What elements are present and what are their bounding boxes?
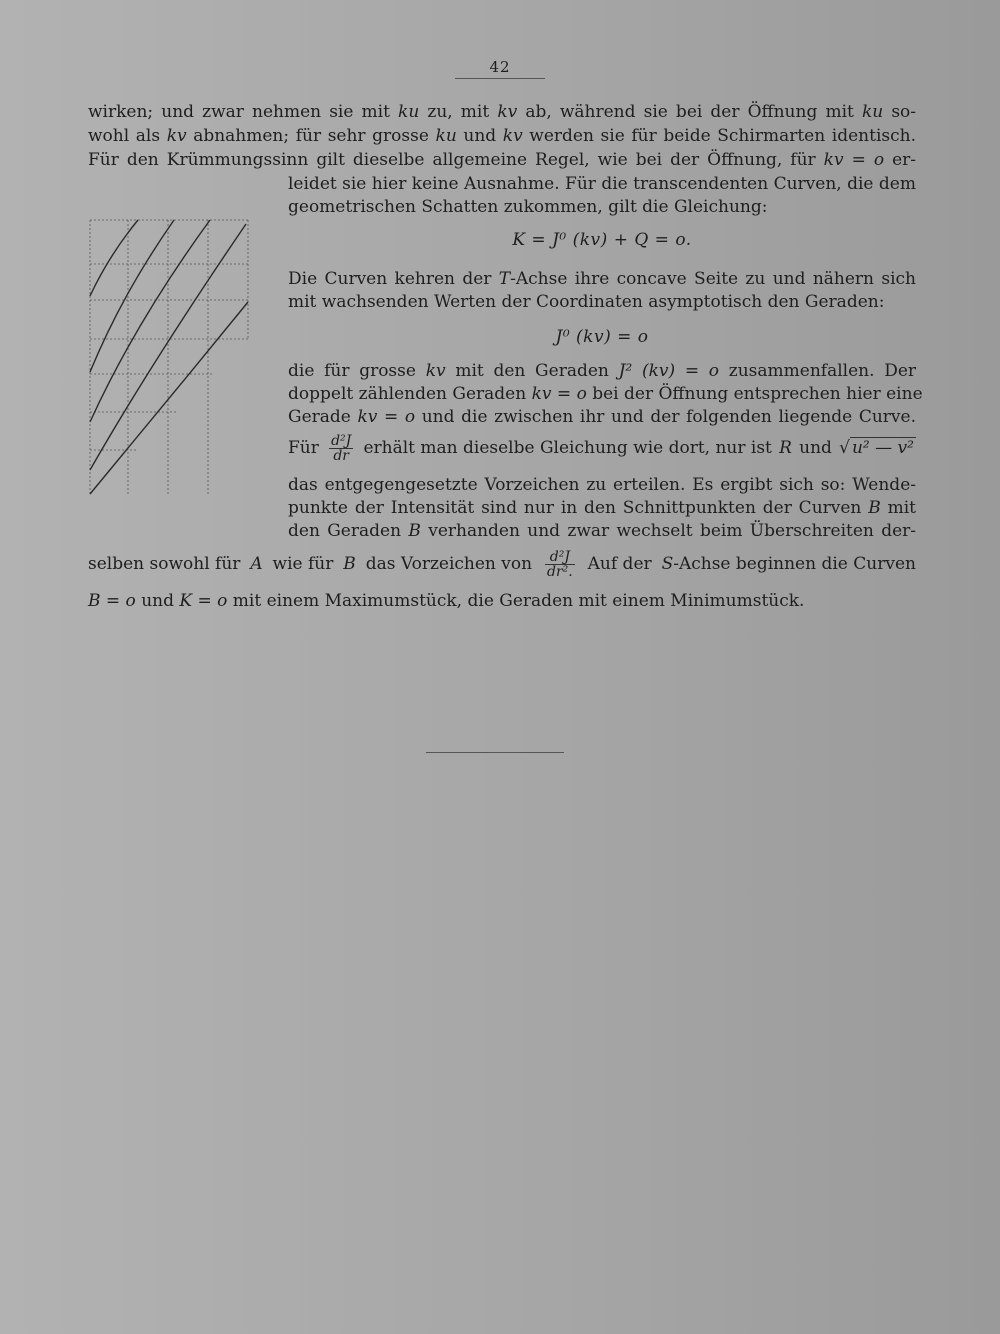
fraction-d2j-dr2	[545, 550, 575, 579]
text-line-8	[288, 360, 916, 382]
radicand: u² — v²	[851, 438, 914, 458]
fraction-d2j-dr	[329, 434, 353, 463]
text-math: B	[868, 498, 881, 518]
text-line-13	[288, 497, 916, 519]
text-span: Auf der	[587, 554, 652, 574]
fraction-numerator: d²J	[545, 550, 575, 565]
text-math: T	[498, 269, 511, 289]
text-span: so-	[891, 102, 917, 122]
text-span: abnahmen; für sehr grosse	[193, 126, 429, 146]
text-math: B	[408, 521, 421, 541]
text-span: bei der Öffnung entsprechen hier eine	[592, 384, 923, 404]
text-span: -Achse beginnen die Curven	[673, 554, 916, 574]
text-math: ku	[435, 126, 457, 146]
text-span: und	[141, 591, 174, 611]
text-math: kv = o	[357, 407, 416, 427]
page-number: 42	[489, 58, 511, 76]
text-span: erhält man dieselbe Gleichung wie dort, nur ist	[363, 438, 772, 458]
text-line-10	[288, 406, 916, 428]
text-span: wirken; und zwar nehmen sie mit	[88, 102, 390, 122]
text-span: Gerade	[288, 407, 351, 427]
text-math: kv	[497, 102, 518, 122]
text-span: das Vorzeichen von	[365, 554, 533, 574]
equation-2: J⁰ (kv) = o	[555, 327, 649, 347]
square-root: √ u² — v²	[839, 438, 914, 458]
text-line-5: geometrischen Schatten zukommen, gilt die Gleichung:	[288, 197, 768, 217]
text-math: kv = o	[823, 150, 885, 170]
text-math: K = o	[179, 591, 228, 611]
text-math: R	[779, 438, 792, 458]
text-span: und die zwischen ihr und der folgenden liegende Curve.	[421, 407, 916, 427]
text-span: ab, während sie bei der Öffnung mit	[525, 102, 854, 122]
text-span: -Achse ihre concave Seite zu und nähern sich	[510, 269, 916, 289]
text-span: Die Curven kehren der	[288, 269, 492, 289]
text-span: wohl als	[88, 126, 161, 146]
text-span: werden sie für beide Schirmarten identisch.	[529, 126, 916, 146]
text-line-11	[288, 428, 916, 468]
text-math: kv	[166, 126, 187, 146]
text-span: selben sowohl für	[88, 554, 241, 574]
fraction-denominator: dr	[333, 447, 349, 464]
text-math: kv	[425, 361, 446, 381]
text-line-14	[288, 520, 916, 542]
text-span: doppelt zählenden Geraden	[288, 384, 527, 404]
text-line-9	[288, 383, 923, 405]
text-span: zu, mit	[427, 102, 490, 122]
text-line-6	[288, 268, 916, 290]
text-span: mit den Geraden	[455, 361, 609, 381]
text-math: J² (kv) = o	[618, 361, 720, 381]
text-math: S	[661, 554, 674, 574]
text-line-15	[88, 544, 916, 584]
text-line-16	[88, 590, 804, 612]
text-span: punkte der Intensität sind nur in den Schnittpunkten der Curven	[288, 498, 862, 518]
fraction-denominator: dr².	[547, 563, 573, 580]
text-span: verhanden und zwar wechselt beim Überschreiten der-	[428, 521, 917, 541]
text-span: den Geraden	[288, 521, 402, 541]
text-line-4: leidet sie hier keine Ausnahme. Für die transcendenten Curven, die dem	[288, 174, 916, 194]
text-line-7: mit wachsenden Werten der Coordinaten asymptotisch den Geraden:	[288, 292, 885, 312]
text-span: mit einem Maximumstück, die Geraden mit einem Minimumstück.	[232, 591, 805, 611]
text-span: und	[799, 438, 832, 458]
text-span: und	[463, 126, 497, 146]
text-span: wie für	[272, 554, 334, 574]
text-math: kv = o	[531, 384, 587, 404]
text-math: ku	[398, 102, 420, 122]
text-span: die für grosse	[288, 361, 416, 381]
text-line-12: das entgegengesetzte Vorzeichen zu erteilen. Es ergibt sich so: Wende-	[288, 475, 916, 495]
text-math: A	[250, 554, 263, 574]
equation-1: K = J⁰ (kv) + Q = o.	[512, 230, 692, 250]
text-span: Für den Krümmungssinn gilt dieselbe allgemeine Regel, wie bei der Öffnung, für	[88, 150, 816, 170]
text-line-2	[88, 125, 916, 147]
header-rule	[455, 78, 545, 79]
curve-grid-figure	[86, 214, 252, 496]
fraction-numerator: d²J	[331, 432, 352, 449]
text-line-1	[88, 101, 916, 123]
text-math: kv	[502, 126, 523, 146]
text-span: zusammenfallen. Der	[728, 361, 917, 381]
text-span: er-	[892, 150, 916, 170]
text-math: ku	[861, 102, 884, 122]
text-span: mit	[887, 498, 916, 518]
text-math: B = o	[88, 591, 136, 611]
end-rule	[426, 752, 564, 753]
text-line-3	[88, 149, 916, 171]
text-math: B	[343, 554, 356, 574]
text-span: Für	[288, 438, 319, 458]
